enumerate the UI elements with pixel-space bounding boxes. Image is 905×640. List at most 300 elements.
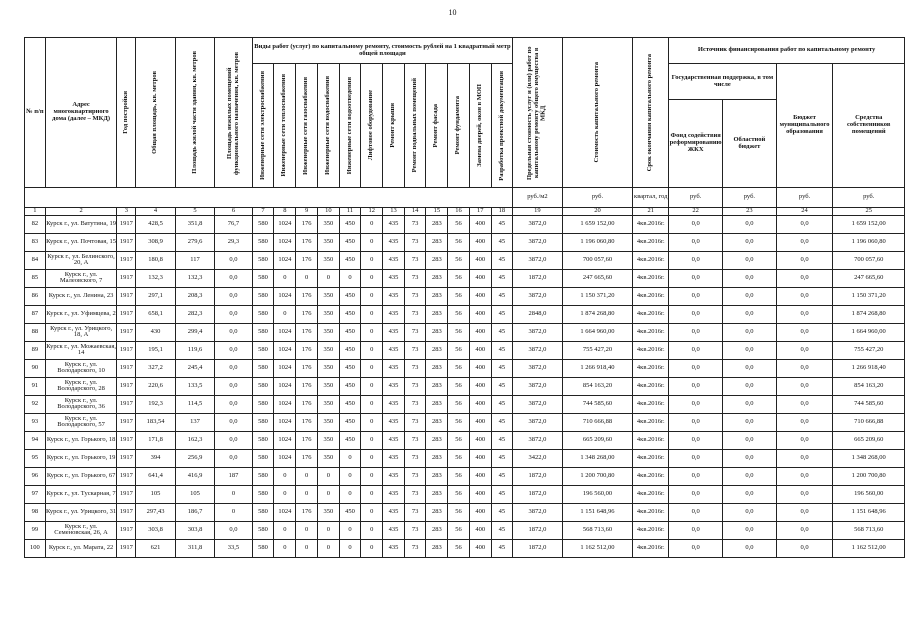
unit-owners: руб. [833,188,905,208]
row-work-cost: 580 [252,215,274,233]
row-nonres-area: 76,7 [215,215,252,233]
row-work-cost: 283 [426,251,448,269]
page-number: 10 [448,8,457,17]
table-row [25,359,905,377]
row-work-cost: 0 [296,269,318,287]
column-number: 20 [562,208,633,216]
row-regional: 0,0 [723,305,777,323]
row-work-cost: 56 [448,503,470,521]
row-address: Курск г., ул. Урицкого, 18, А [45,323,117,341]
row-limit: 3872,0 [513,503,562,521]
row-work-cost: 400 [469,467,491,485]
row-living-area: 279,6 [175,233,214,251]
row-limit: 3872,0 [513,215,562,233]
header-work-3: Инженерные сети газоснабжения [296,64,318,188]
column-number: 24 [776,208,833,216]
row-work-cost: 283 [426,305,448,323]
row-work-cost: 400 [469,287,491,305]
row-living-area: 162,3 [175,431,214,449]
row-number: 86 [25,287,46,305]
row-year: 1917 [117,305,136,323]
header-work-12: Разработка проектной документации [491,64,513,188]
row-work-cost: 435 [383,215,405,233]
row-work-cost: 283 [426,341,448,359]
row-deadline: 4кв.2016г. [633,215,669,233]
row-work-cost: 435 [383,521,405,539]
header-work-9: Ремонт фасада [426,64,448,188]
row-owners: 710 666,88 [833,413,905,431]
row-address: Курск г., ул. Горького, 67 [45,467,117,485]
row-number: 97 [25,485,46,503]
row-work-cost: 176 [296,377,318,395]
row-work-cost: 0 [361,395,383,413]
row-work-cost: 45 [491,305,513,323]
row-limit: 3872,0 [513,341,562,359]
row-year: 1917 [117,413,136,431]
row-owners: 196 560,00 [833,485,905,503]
row-owners: 1 150 371,20 [833,287,905,305]
unit-regional: руб. [723,188,777,208]
row-work-cost: 0 [274,485,296,503]
row-municipal: 0,0 [776,467,833,485]
table-row [25,233,905,251]
row-deadline: 4кв.2016г. [633,269,669,287]
row-owners: 854 163,20 [833,377,905,395]
row-living-area: 299,4 [175,323,214,341]
row-work-cost: 400 [469,251,491,269]
row-work-cost: 1024 [274,359,296,377]
row-work-cost: 176 [296,251,318,269]
row-work-cost: 283 [426,233,448,251]
row-work-cost: 0 [361,341,383,359]
row-limit: 3872,0 [513,413,562,431]
row-number: 83 [25,233,46,251]
row-work-cost: 580 [252,539,274,557]
row-limit: 3872,0 [513,233,562,251]
table-row [25,215,905,233]
row-work-cost: 435 [383,251,405,269]
row-fund: 0,0 [669,539,723,557]
row-year: 1917 [117,269,136,287]
row-municipal: 0,0 [776,341,833,359]
row-total-area: 308,9 [136,233,176,251]
row-work-cost: 435 [383,323,405,341]
row-work-cost: 56 [448,359,470,377]
row-cost: 1 150 371,20 [562,287,633,305]
row-work-cost: 0 [274,269,296,287]
column-number: 13 [383,208,405,216]
row-municipal: 0,0 [776,449,833,467]
row-work-cost: 0 [361,287,383,305]
row-total-area: 297,1 [136,287,176,305]
row-total-area: 428,5 [136,215,176,233]
row-work-cost: 400 [469,431,491,449]
row-owners: 1 348 268,00 [833,449,905,467]
row-work-cost: 0 [317,539,339,557]
row-work-cost: 0 [361,305,383,323]
row-municipal: 0,0 [776,431,833,449]
header-work-2: Инженерные сети теплоснабжения [274,64,296,188]
row-fund: 0,0 [669,467,723,485]
row-work-cost: 450 [339,341,361,359]
row-work-cost: 435 [383,395,405,413]
row-cost: 1 266 918,40 [562,359,633,377]
row-work-cost: 1024 [274,395,296,413]
row-living-area: 132,3 [175,269,214,287]
row-work-cost: 450 [339,359,361,377]
row-number: 88 [25,323,46,341]
table-row [25,251,905,269]
row-total-area: 195,1 [136,341,176,359]
row-work-cost: 56 [448,251,470,269]
row-work-cost: 580 [252,359,274,377]
table-row [25,413,905,431]
row-number: 84 [25,251,46,269]
column-number: 12 [361,208,383,216]
row-cost: 1 874 268,80 [562,305,633,323]
row-work-cost: 580 [252,503,274,521]
row-work-cost: 73 [404,323,426,341]
row-fund: 0,0 [669,305,723,323]
row-nonres-area: 0,0 [215,305,252,323]
row-work-cost: 56 [448,305,470,323]
row-work-cost: 350 [317,377,339,395]
column-number: 19 [513,208,562,216]
row-work-cost: 580 [252,251,274,269]
row-year: 1917 [117,233,136,251]
row-fund: 0,0 [669,341,723,359]
row-fund: 0,0 [669,503,723,521]
row-work-cost: 0 [317,521,339,539]
row-total-area: 171,8 [136,431,176,449]
table-row [25,539,905,557]
row-work-cost: 350 [317,503,339,521]
row-municipal: 0,0 [776,377,833,395]
row-work-cost: 0 [361,377,383,395]
header-municipal: Бюджет муниципального образования [776,64,833,188]
row-work-cost: 435 [383,305,405,323]
row-address: Курск г., ул. Семеновская, 26, А [45,521,117,539]
row-owners: 1 664 960,00 [833,323,905,341]
row-owners: 1 151 648,96 [833,503,905,521]
row-work-cost: 580 [252,449,274,467]
row-deadline: 4кв.2016г. [633,539,669,557]
row-limit: 3872,0 [513,359,562,377]
row-nonres-area: 0,0 [215,323,252,341]
row-fund: 0,0 [669,233,723,251]
row-address: Курск г., ул. Урицкого, 31 [45,503,117,521]
row-municipal: 0,0 [776,269,833,287]
row-work-cost: 45 [491,215,513,233]
row-regional: 0,0 [723,503,777,521]
row-total-area: 132,3 [136,269,176,287]
table-row [25,449,905,467]
header-works-group: Виды работ (услуг) по капитальному ремонту, стоимость рублей на 1 квадратный метр общей площади [252,38,513,64]
row-work-cost: 580 [252,521,274,539]
row-work-cost: 400 [469,539,491,557]
header-owners: Средства собственников помещений [833,64,905,188]
column-number: 1 [25,208,46,216]
row-cost: 247 665,60 [562,269,633,287]
row-living-area: 137 [175,413,214,431]
row-work-cost: 450 [339,323,361,341]
row-work-cost: 283 [426,323,448,341]
row-work-cost: 400 [469,485,491,503]
row-work-cost: 283 [426,431,448,449]
row-work-cost: 435 [383,431,405,449]
row-work-cost: 56 [448,485,470,503]
row-work-cost: 176 [296,233,318,251]
row-work-cost: 73 [404,233,426,251]
row-work-cost: 400 [469,449,491,467]
row-year: 1917 [117,323,136,341]
row-work-cost: 435 [383,485,405,503]
row-regional: 0,0 [723,539,777,557]
row-deadline: 4кв.2016г. [633,287,669,305]
row-work-cost: 283 [426,269,448,287]
row-municipal: 0,0 [776,485,833,503]
row-work-cost: 1024 [274,449,296,467]
column-number: 21 [633,208,669,216]
row-municipal: 0,0 [776,305,833,323]
row-deadline: 4кв.2016г. [633,323,669,341]
row-owners: 568 713,60 [833,521,905,539]
row-deadline: 4кв.2016г. [633,251,669,269]
row-year: 1917 [117,287,136,305]
row-work-cost: 45 [491,251,513,269]
row-work-cost: 0 [339,521,361,539]
row-address: Курск г., ул. Володарского, 10 [45,359,117,377]
table-row [25,341,905,359]
row-living-area: 351,8 [175,215,214,233]
row-address: Курск г., ул. Уфимцева, 2 [45,305,117,323]
row-nonres-area: 0,0 [215,395,252,413]
row-nonres-area: 187 [215,467,252,485]
row-work-cost: 580 [252,485,274,503]
row-work-cost: 0 [361,323,383,341]
row-work-cost: 45 [491,287,513,305]
row-total-area: 621 [136,539,176,557]
row-work-cost: 73 [404,269,426,287]
row-regional: 0,0 [723,269,777,287]
row-year: 1917 [117,539,136,557]
row-deadline: 4кв.2016г. [633,395,669,413]
row-nonres-area: 0 [215,503,252,521]
row-work-cost: 56 [448,449,470,467]
header-nonres-area: Площадь нежилых помещений функционального назначения, кв. метров [215,38,252,188]
column-number: 7 [252,208,274,216]
column-number: 15 [426,208,448,216]
header-work-1: Инженерные сети электроснабжения [252,64,274,188]
row-work-cost: 435 [383,503,405,521]
row-year: 1917 [117,521,136,539]
row-work-cost: 350 [317,323,339,341]
row-work-cost: 176 [296,413,318,431]
row-work-cost: 0 [317,485,339,503]
row-number: 85 [25,269,46,287]
row-fund: 0,0 [669,485,723,503]
row-limit: 3872,0 [513,377,562,395]
row-address: Курск г., ул. Можаевская, 14 [45,341,117,359]
row-work-cost: 1024 [274,287,296,305]
row-owners: 1 659 152,00 [833,215,905,233]
row-work-cost: 45 [491,539,513,557]
row-work-cost: 0 [339,539,361,557]
row-municipal: 0,0 [776,251,833,269]
row-cost: 700 057,60 [562,251,633,269]
row-regional: 0,0 [723,287,777,305]
row-deadline: 4кв.2016г. [633,521,669,539]
row-address: Курск г., ул. Тускарная, 7 [45,485,117,503]
row-work-cost: 1024 [274,251,296,269]
row-work-cost: 0 [274,467,296,485]
row-work-cost: 400 [469,503,491,521]
table-row [25,305,905,323]
row-address: Курск г., ул. Почтовая, 15 [45,233,117,251]
row-number: 89 [25,341,46,359]
row-living-area: 256,9 [175,449,214,467]
row-work-cost: 0 [361,413,383,431]
row-number: 95 [25,449,46,467]
row-work-cost: 400 [469,269,491,287]
row-work-cost: 0 [361,233,383,251]
row-nonres-area: 0,0 [215,269,252,287]
row-regional: 0,0 [723,413,777,431]
row-total-area: 303,8 [136,521,176,539]
row-work-cost: 56 [448,269,470,287]
row-address: Курск г., ул. Ленина, 23 [45,287,117,305]
row-year: 1917 [117,215,136,233]
row-fund: 0,0 [669,269,723,287]
row-work-cost: 73 [404,503,426,521]
row-fund: 0,0 [669,377,723,395]
row-cost: 755 427,20 [562,341,633,359]
column-number: 6 [215,208,252,216]
row-owners: 1 162 512,00 [833,539,905,557]
row-deadline: 4кв.2016г. [633,503,669,521]
row-work-cost: 283 [426,467,448,485]
row-owners: 700 057,60 [833,251,905,269]
row-work-cost: 283 [426,449,448,467]
row-work-cost: 400 [469,521,491,539]
row-work-cost: 73 [404,215,426,233]
row-living-area: 208,3 [175,287,214,305]
row-address: Курск г., ул. Малеовского, 7 [45,269,117,287]
row-total-area: 430 [136,323,176,341]
row-nonres-area: 0,0 [215,251,252,269]
row-work-cost: 350 [317,215,339,233]
row-address: Курск г., ул. Ватутина, 19 [45,215,117,233]
row-number: 82 [25,215,46,233]
row-total-area: 180,8 [136,251,176,269]
table-row [25,503,905,521]
row-number: 98 [25,503,46,521]
row-work-cost: 350 [317,359,339,377]
row-number: 94 [25,431,46,449]
row-nonres-area: 0,0 [215,413,252,431]
row-deadline: 4кв.2016г. [633,485,669,503]
row-work-cost: 176 [296,359,318,377]
column-number: 11 [339,208,361,216]
row-work-cost: 73 [404,377,426,395]
row-work-cost: 45 [491,395,513,413]
row-municipal: 0,0 [776,359,833,377]
row-fund: 0,0 [669,287,723,305]
row-work-cost: 350 [317,287,339,305]
row-cost: 1 200 700,80 [562,467,633,485]
row-work-cost: 580 [252,431,274,449]
row-municipal: 0,0 [776,503,833,521]
row-number: 100 [25,539,46,557]
column-number: 8 [274,208,296,216]
row-owners: 1 266 918,40 [833,359,905,377]
row-limit: 3422,0 [513,449,562,467]
row-work-cost: 283 [426,215,448,233]
row-work-cost: 73 [404,251,426,269]
row-work-cost: 580 [252,287,274,305]
header-living-area: Площадь жилой части здания, кв. метров [175,38,214,188]
row-work-cost: 1024 [274,431,296,449]
row-nonres-area: 0,0 [215,521,252,539]
row-living-area: 119,6 [175,341,214,359]
row-work-cost: 0 [339,485,361,503]
header-funding-group: Источник финансирования работ по капитальному ремонту [669,38,905,64]
row-year: 1917 [117,449,136,467]
row-work-cost: 0 [339,269,361,287]
header-work-8: Ремонт подвальных помещений [404,64,426,188]
row-work-cost: 283 [426,395,448,413]
row-work-cost: 45 [491,233,513,251]
row-work-cost: 283 [426,539,448,557]
row-deadline: 4кв.2016г. [633,377,669,395]
row-work-cost: 0 [361,449,383,467]
row-work-cost: 45 [491,377,513,395]
row-work-cost: 0 [274,305,296,323]
header-work-10: Ремонт фундамента [448,64,470,188]
row-work-cost: 0 [361,503,383,521]
row-work-cost: 56 [448,395,470,413]
row-regional: 0,0 [723,251,777,269]
row-deadline: 4кв.2016г. [633,305,669,323]
header-fund: Фонд содействия реформированию ЖКХ [669,100,723,188]
row-work-cost: 580 [252,341,274,359]
row-work-cost: 45 [491,323,513,341]
row-cost: 665 209,60 [562,431,633,449]
row-limit: 1872,0 [513,521,562,539]
row-work-cost: 350 [317,395,339,413]
row-regional: 0,0 [723,341,777,359]
table-row [25,431,905,449]
row-work-cost: 580 [252,323,274,341]
row-work-cost: 450 [339,215,361,233]
row-work-cost: 56 [448,539,470,557]
row-living-area: 117 [175,251,214,269]
row-nonres-area: 0,0 [215,377,252,395]
row-work-cost: 400 [469,341,491,359]
row-work-cost: 73 [404,521,426,539]
row-work-cost: 45 [491,503,513,521]
row-work-cost: 350 [317,305,339,323]
row-nonres-area: 0,0 [215,287,252,305]
row-work-cost: 45 [491,413,513,431]
column-number: 18 [491,208,513,216]
unit-fund: руб. [669,188,723,208]
row-work-cost: 45 [491,359,513,377]
header-work-6: Лифтовое оборудование [361,64,383,188]
row-regional: 0,0 [723,521,777,539]
row-municipal: 0,0 [776,539,833,557]
row-work-cost: 435 [383,287,405,305]
